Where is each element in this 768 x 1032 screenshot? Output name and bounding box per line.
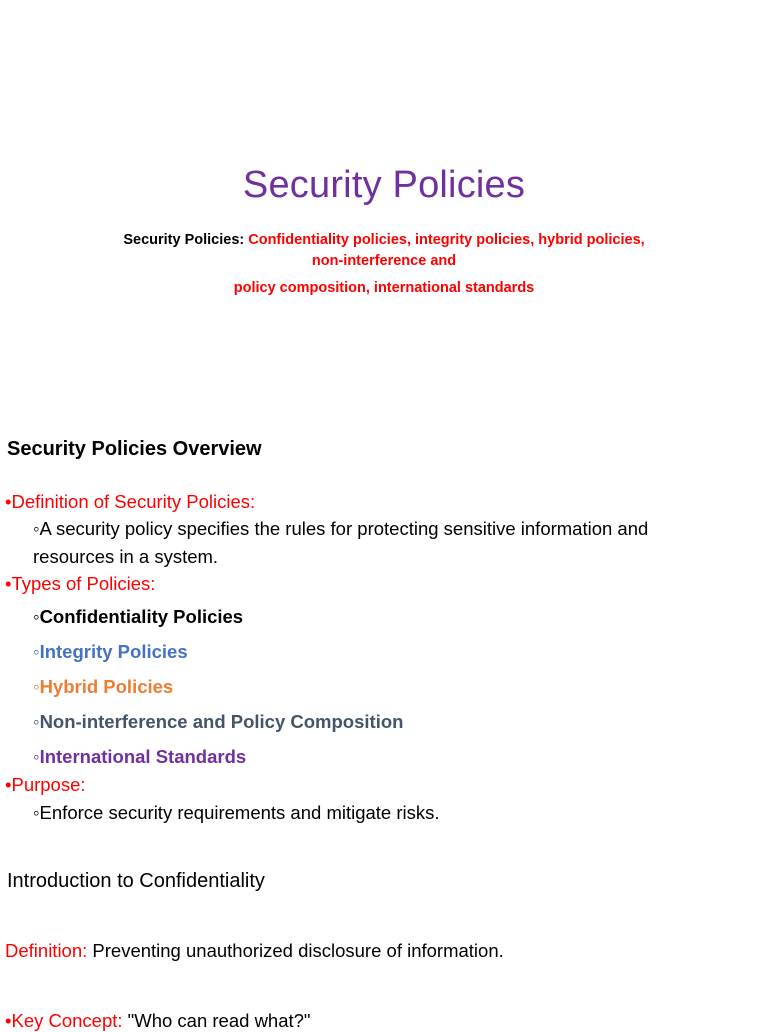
type-label: Integrity Policies xyxy=(39,641,188,662)
type-bullet: ◦ xyxy=(33,711,40,732)
type-item-noninterference xyxy=(33,711,403,733)
type-item-international xyxy=(33,746,246,768)
types-heading: •Types of Policies: xyxy=(5,573,156,594)
definition-label: Definition: xyxy=(5,940,88,961)
type-item-confidentiality xyxy=(33,606,243,628)
definition-heading: •Definition of Security Policies: xyxy=(5,491,256,512)
confidentiality-definition xyxy=(5,940,504,962)
purpose-text: ◦Enforce security requirements and mitigate risks. xyxy=(33,802,440,823)
subtitle-text: Confidentiality policies, integrity policies, hybrid policies, non-interference and xyxy=(248,232,645,269)
type-bullet: ◦ xyxy=(33,606,40,627)
type-label: Hybrid Policies xyxy=(39,676,174,697)
definition-text-1: ◦A security policy specifies the rules for protecting sensitive information and xyxy=(33,518,649,539)
type-bullet: ◦ xyxy=(33,641,40,662)
subtitle-line2: policy composition, international standards xyxy=(233,280,535,296)
type-bullet: ◦ xyxy=(33,746,40,767)
type-item-integrity xyxy=(33,641,188,663)
page-title: Security Policies xyxy=(242,164,526,206)
type-bullet: ◦ xyxy=(33,676,40,697)
subtitle-label: Security Policies: xyxy=(123,232,245,248)
overview-heading: Security Policies Overview xyxy=(7,438,262,460)
definition-body: Preventing unauthorized disclosure of information. xyxy=(87,940,504,961)
definition-text-2: resources in a system. xyxy=(33,546,219,567)
purpose-heading: •Purpose: xyxy=(5,774,86,795)
confidentiality-heading: Introduction to Confidentiality xyxy=(7,870,265,892)
key-concept-body: "Who can read what?" xyxy=(122,1010,311,1031)
subtitle xyxy=(110,230,658,272)
type-label: Confidentiality Policies xyxy=(39,606,244,627)
type-label: International Standards xyxy=(39,746,247,767)
key-concept-label: •Key Concept: xyxy=(5,1010,123,1031)
type-label: Non-interference and Policy Composition xyxy=(39,711,404,732)
type-item-hybrid xyxy=(33,676,173,698)
key-concept xyxy=(5,1010,311,1032)
